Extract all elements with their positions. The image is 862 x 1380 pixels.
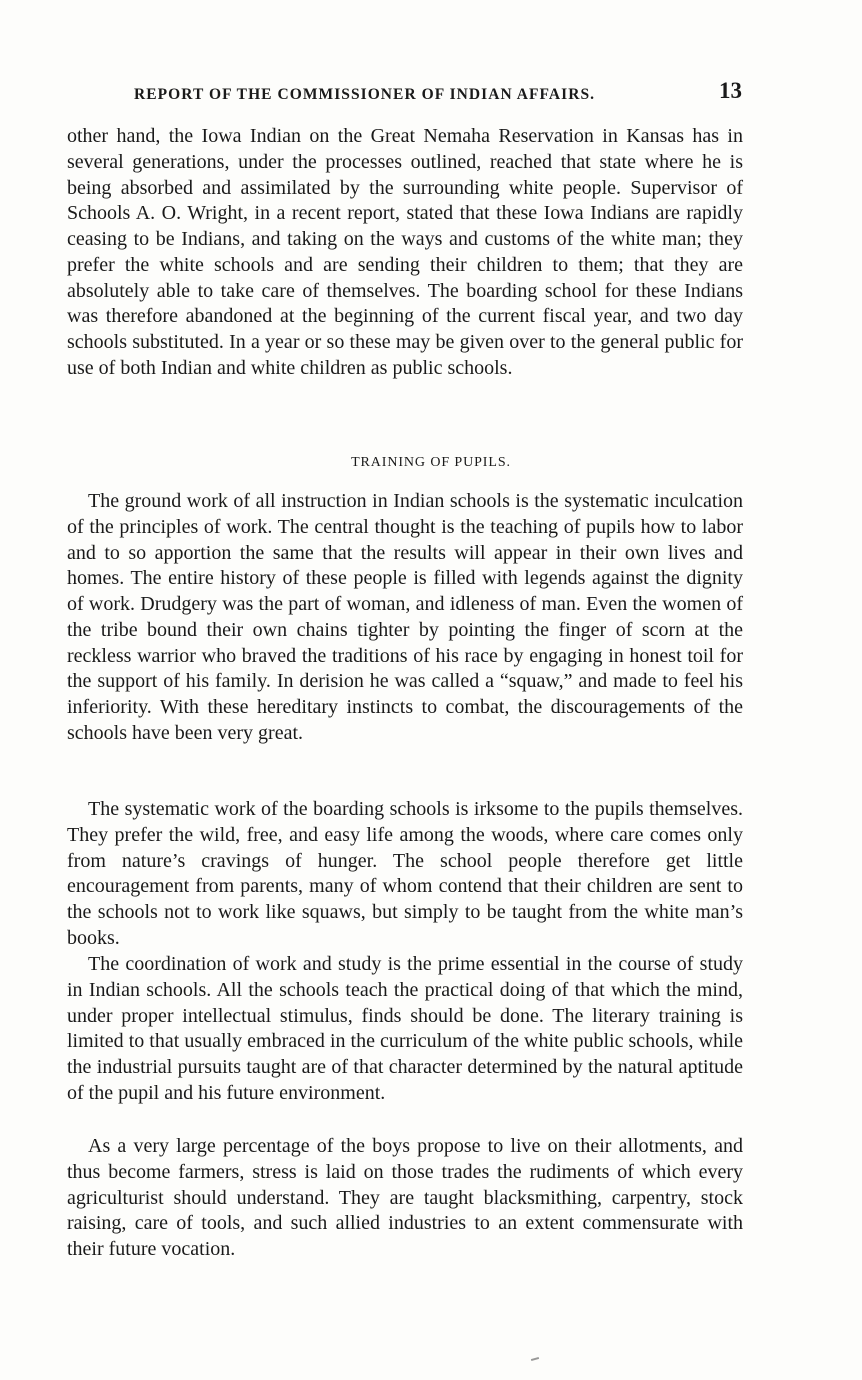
training-paragraph: The ground work of all instruction in Indian schools is the systematic inculcation of the principles of work. The central thought is the teaching of pupils how to labor and to so apportion the same that the results will appear in their own lives and homes. The entire history of these people is filled with legends against the dignity of work. Drudgery was the part of woman, and idleness of man. Even the women of the tribe bound their own chains tighter by pointing the finger of scorn at the reckless warrior who braved the traditions of his race by engaging in honest toil for the support of his family. In derision he was called a “squaw,” and made to feel his inferiority. With these hereditary instincts to combat, the discouragements of the schools have been very great. bbox=[67, 490, 743, 744]
training-paragraph-3-block bbox=[67, 952, 743, 1107]
page-number: 13 bbox=[719, 78, 742, 103]
running-title: REPORT OF THE COMMISSIONER OF INDIAN AFFAIRS. bbox=[134, 86, 596, 103]
training-paragraph-4-block bbox=[67, 1134, 743, 1263]
training-paragraph-2-block bbox=[67, 797, 743, 952]
training-paragraph-1-block bbox=[67, 489, 743, 747]
training-paragraph: The systematic work of the boarding schools is irksome to the pupils themselves. They prefer the wild, free, and easy life among the woods, where care comes only from nature’s cravings of hunger. The school people therefore get little encouragement from parents, many of whom contend that their children are sent to the schools not to work like squaws, but simply to be taught from the white man’s books. bbox=[67, 798, 743, 949]
running-head bbox=[134, 78, 742, 108]
paper-speck bbox=[531, 1357, 539, 1361]
opening-paragraph: other hand, the Iowa Indian on the Great Nemaha Reservation in Kansas has in several generations, under the processes outlined, reached that state where he is being absorbed and assimilated by the surrounding white people. Supervisor of Schools A. O. Wright, in a recent report, stated that these Iowa Indians are rapidly ceasing to be Indians, and taking on the ways and customs of the white man; they prefer the white schools and are sending their children to them; that they are absolutely able to take care of themselves. The boarding school for these Indians was therefore abandoned at the beginning of the current fiscal year, and two day schools substituted. In a year or so these may be given over to the general public for use of both Indian and white children as public schools. bbox=[67, 125, 743, 379]
opening-paragraph-block bbox=[67, 124, 743, 382]
section-heading: TRAINING OF PUPILS. bbox=[351, 455, 511, 470]
training-paragraph: As a very large percentage of the boys propose to live on their allotments, and thus become farmers, stress is laid on those trades the rudiments of which every agriculturist should understand. They are taught blacksmithing, carpentry, stock raising, care of tools, and such allied industries to an extent commensurate with their future vocation. bbox=[67, 1135, 743, 1260]
training-paragraph: The coordination of work and study is the prime essential in the course of study in Indian schools. All the schools teach the practical doing of that which the mind, under proper intellectual stimulus, finds should be done. The literary training is limited to that usually embraced in the curriculum of the white public schools, while the industrial pursuits taught are of that character determined by the natural aptitude of the pupil and his future environment. bbox=[67, 953, 743, 1104]
